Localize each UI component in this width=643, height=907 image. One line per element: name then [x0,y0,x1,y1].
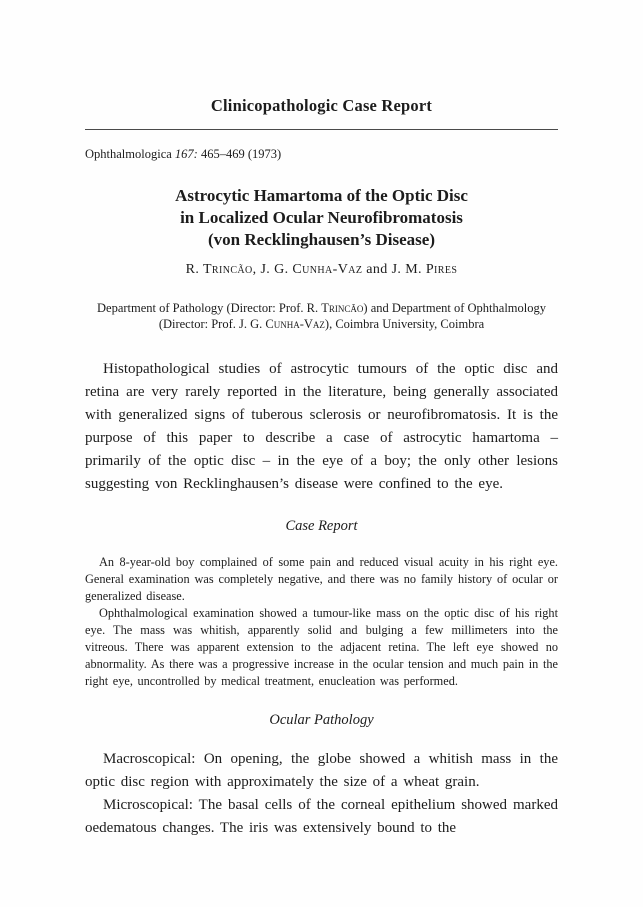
header-rule [85,129,558,130]
abstract-paragraph: Histopathological studies of astrocytic tumours of the optic disc and retina are very rarely reported in the literature, being generally associated with generalized signs of tuberous sclerosis or neurofibromatosis. It is the purpose of this paper to describe a case of astrocytic hamartoma – primarily of the optic disc – in the eye of a boy; the only other lesions suggesting von Recklinghausen’s disease were confined to the eye. [85,361,558,492]
article-title-line-2: in Localized Ocular Neurofibromatosis [180,208,463,227]
affiliation [85,300,558,332]
author-1: R. Trincão [185,262,253,277]
author-and: and [362,262,392,277]
section-heading-case-report: Case Report [285,518,358,534]
affiliation-text-3: ), Coimbra University, Coimbra [324,317,485,331]
author-separator: , [252,262,261,277]
article-title-line-3: (von Recklinghausen’s Disease) [208,230,435,249]
case-report-paragraph-2: Ophthalmological examination showed a tumour-like mass on the optic disc of his right eye. The mass was whitish, apparently solid and bulging a few millimeters into the vitreous. There was apparent extension to the adjacent retina. The left eye showed no abnormality. As there was a progressive increase in the ocular tension and much pain in the right eye, uncontrolled by medical treatment, enucleation was performed. [85,606,558,688]
ocular-pathology-paragraph-1: Macroscopical: On opening, the globe showed a whitish mass in the optic disc region with approximately the size of a wheat grain. [85,751,558,790]
article-title-line-1: Astrocytic Hamartoma of the Optic Disc [175,186,468,205]
journal-citation [85,147,558,162]
journal-pages-year: 465–469 (1973) [197,147,282,161]
article-title [85,185,558,251]
journal-name: Ophthalmologica [85,147,175,161]
affiliation-text-1: Department of Pathology (Director: Prof. R. [97,301,322,315]
affiliation-director-1: Trincão [321,301,364,315]
running-head: Clinicopathologic Case Report [210,96,433,115]
section-heading-ocular-pathology: Ocular Pathology [269,712,374,728]
affiliation-text-2: ) and Department of Ophthalmology (Director: Prof. J. G. [158,301,546,331]
journal-volume: 167: [174,147,198,161]
case-report-paragraph-1: An 8-year-old boy complained of some pain and reduced visual acuity in his right eye. General examination was completely negative, and there was no family history of ocular or generalized disease. [85,555,558,603]
author-list [85,262,558,278]
ocular-pathology-paragraph-2: Microscopical: The basal cells of the corneal epithelium showed marked oedematous changes. The iris was extensively bound to the [85,797,558,836]
author-3: J. M. Pires [391,262,458,277]
author-2: J. G. Cunha-Vaz [260,262,363,277]
affiliation-director-2: Cunha-Vaz [265,317,325,331]
